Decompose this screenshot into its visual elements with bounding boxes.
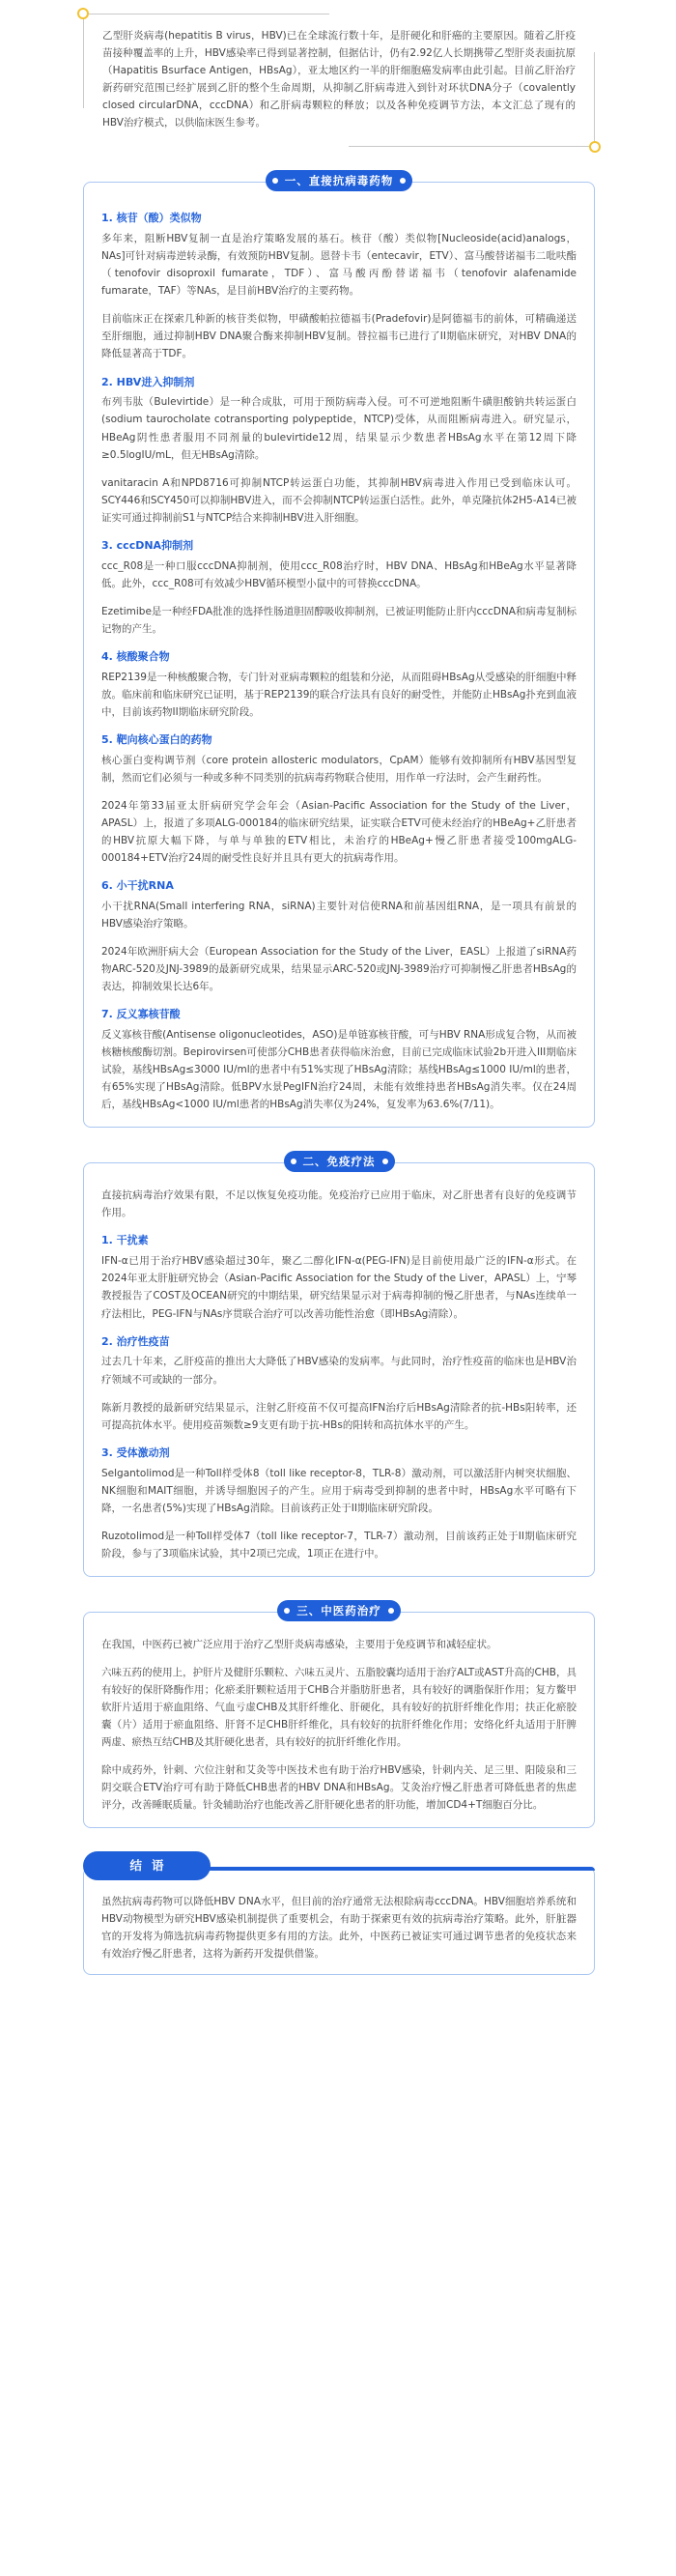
paragraph: 2024年第33届亚太肝病研究学会年会（Asian-Pacific Association for the Study of the Liver，APASL）上，报道了多项ALG-000184的临床研究结果，证实联合ETV可使未经治疗的HBeAg+乙肝患者的HBV抗原大幅下降，与单与单独的ETV相比，未治疗的HBeAg+慢乙肝患者接受100mgALG-000184+ETV治疗24周的耐受性良好并且具有更大的抗病毒作用。 [101, 799, 577, 865]
conclusion-title: 结语 [83, 1851, 211, 1880]
section-header [83, 1151, 595, 1172]
intro-frame [83, 14, 595, 147]
paragraph: 布列韦肽（Bulevirtide）是一种合成肽，可用于预防病毒入侵。可不可逆地阻断牛磺胆酸钠共转运蛋白(sodium taurocholate cotransporting polypeptide，NTCP)受体，从而阻断病毒进入。研究显示，HBeAg阴性患者服用不同剂量的bulevirtide12周，结果显示少数患者HBsAg水平在第12周下降≥0.5logIU/mL，但无HBsAg清除。 [101, 396, 577, 461]
paragraph: IFN-α已用于治疗HBV感染超过30年，聚乙二醇化IFN-α(PEG-IFN)是目前使用最广泛的IFN-α形式。在2024年亚太肝脏研究协会（Asian-Pacific Association for the Study of the Liver，APASL）上，宁琴教授报告了COST及OCEAN研究的中期结果，研究结果显示对于病毒抑制的慢乙肝患者，与NAs连续单一疗法相比，PEG-IFN与NAs序贯联合治疗可以改善功能性治愈（即HBsAg清除）。 [101, 1255, 577, 1320]
paragraph: 除中成药外，针刺、穴位注射和艾灸等中医技术也有助于治疗HBV感染，针刺内关、足三里、阳陵泉和三阴交联合ETV治疗可有助于降低CHB患者的HBV DNA和HBsAg。艾灸治疗慢乙肝患者可降低患者的焦虑评分，改善睡眠质量。针灸辅助治疗也能改善乙肝肝硬化患者的肝功能，增加CD4+T细胞百分比。 [101, 1764, 577, 1812]
sections-container [0, 174, 676, 1828]
paragraph: 反义寡核苷酸(Antisense oligonucleotides，ASO)是单链寡核苷酸，可与HBV RNA形成复合物，从而被核糖核酸酶切割。Bepirovirsen可使部分CHB患者获得临床治愈，目前已完成临床试验2b开进入III期临床试验，基线HBsAg≤3000 IU/ml的患者中有51%实现了HBsAg清除；基线HBsAg≤1000 IU/ml的患者，有65%实现了HBsAg清除。低BPV水景PegIFN治疗24周，未能有效维持患者HBsAg消失率。仅在24周后，基线HBsAg<1000 IU/ml患者的HBsAg消失率仅为24%，复发率为63.6%(7/11)。 [101, 1029, 577, 1111]
paragraph: 2024年欧洲肝病大会（European Association for the Study of the Liver，EASL）上报道了siRNA药物ARC-520及JNJ-3989的最新研究成果，结果显示ARC-520或JNJ-3989治疗可抑制慢乙肝患者HBsAg的表达，抑制效果长达6年。 [101, 946, 577, 993]
intro-paragraph: 乙型肝炎病毒(hepatitis B virus，HBV)已在全球流行数十年，是肝硬化和肝癌的主要原因。随着乙肝疫苗接种覆盖率的上升，HBV感染率已得到显著控制，但据估计，仍有2.92亿人长期携带乙型肝炎表面抗原（Hapatitis Bsurface Antigen，HBsAg），亚太地区约一半的肝细胞癌发病率由此引起。目前乙肝治疗新药研究范围已经扩展到乙肝的整个生命周期，从抑制乙肝病毒进入到针对环状DNA分子（covalently closed circularDNA，cccDNA）和乙肝病毒颗粒的释放；以及各种免疫调节方法，本文汇总了现有的HBV治疗模式，以供临床医生参考。 [102, 30, 576, 129]
paragraph: 直接抗病毒治疗效果有限，不足以恢复免疫功能。免疫治疗已应用于临床，对乙肝患者有良好的免疫调节作用。 [101, 1189, 577, 1219]
paragraph: 过去几十年来，乙肝疫苗的推出大大降低了HBV感染的发病率。与此同时，治疗性疫苗的临床也是HBV治疗领域不可或缺的一部分。 [101, 1356, 577, 1386]
subsection-heading: 2. 治疗性疫苗 [101, 1334, 170, 1348]
conclusion-section [83, 1858, 595, 1975]
conclusion-paragraph: 虽然抗病毒药物可以降低HBV DNA水平，但目前的治疗通常无法根除病毒cccDNA。HBV细胞培养系统和HBV动物模型为研究HBV感染机制提供了重要机会，有助于探索更有效的抗病毒治疗策略。此外，肝脏器官的开发将为筛选抗病毒药物提供更多有用的方法。此外，中医药已被证实可通过调节患者的免疫状态来有效治疗慢乙肝患者，这将为新药开发提供借鉴。 [101, 1896, 577, 1961]
paragraph: ccc_R08是一种口服cccDNA抑制剂，使用ccc_R08治疗时，HBV DNA、HBsAg和HBeAg水平显著降低。此外，ccc_R08可有效减少HBV循环模型小鼠中的可替换cccDNA。 [101, 559, 577, 589]
section-header [83, 1600, 595, 1621]
subsection-heading: 7. 反义寡核苷酸 [101, 1008, 181, 1021]
subsection-heading: 5. 靶向核心蛋白的药物 [101, 732, 212, 746]
subsection-heading: 1. 干扰素 [101, 1234, 149, 1247]
paragraph: REP2139是一种核酸聚合物，专门针对亚病毒颗粒的组装和分泌，从而阻碍HBsAg从受感染的肝细胞中释放。临床前和临床研究已证明，基于REP2139的联合疗法具有良好的耐受性，并能防止HBsAg扑充到血液中，目前该药物II期临床研究阶段。 [101, 671, 577, 718]
section-title: 一、直接抗病毒药物 [266, 170, 413, 191]
corner-dot-icon [77, 8, 89, 19]
paragraph: 核心蛋白变构调节剂（core protein allosteric modulators，CpAM）能够有效抑制所有HBV基因型复制，然而它们必须与一种或多种不同类别的抗病毒药物联合使用，用作单一疗法时，会产生耐药性。 [101, 754, 577, 784]
section-box [83, 1612, 595, 1828]
section-box [83, 182, 595, 1128]
conclusion-box [83, 1867, 595, 1975]
paragraph: 目前临床正在探索几种新的核苷类似物，甲磺酸帕拉德福韦(Pradefovir)是阿德福韦的前体，可精确递送至肝细胞，通过抑制HBV DNA聚合酶来抑制HBV复制。替拉福韦已进行了II期临床研究，对HBV DNA的降低显著高于TDF。 [101, 313, 577, 360]
paragraph: Ezetimibe是一种经FDA批准的选择性肠道胆固醇吸收抑制剂，已被证明能防止肝内cccDNA和病毒复制标记物的产生。 [101, 605, 577, 635]
corner-dot-icon [589, 141, 601, 153]
paragraph: 六味五药的使用上，护肝片及健肝乐颗粒、六味五灵片、五脂胶囊均适用于治疗ALT或AST升高的CHB，具有较好的保肝降酶作用；化瘀柔肝颗粒适用于CHB合并脂肪肝患者，具有较好的调脂保肝作用；复方鳖甲软肝片适用于瘀血阻络、气血亏虚CHB及其肝纤维化、肝硬化，具有较好的抗肝纤维化作用；扶正化瘀胶囊（片）适用于瘀血阻络、肝肾不足CHB肝纤维化，具有较好的抗肝纤维化作用；安络化纤丸适用于肝脾两虚、瘀热互结CHB及其肝硬化患者，具有较好的抗肝纤维化作用。 [101, 1666, 577, 1749]
paragraph: 在我国，中医药已被广泛应用于治疗乙型肝炎病毒感染，主要用于免疫调节和减轻症状。 [101, 1638, 497, 1650]
subsection-heading: 3. 受体激动剂 [101, 1445, 170, 1459]
paragraph: vanitaracin A和NPD8716可抑制NTCP转运蛋白功能，其抑制HBV病毒进入作用已受到临床认可。SCY446和SCY450可以抑制HBV进入，而不会抑制NTCP转运蛋白活性。此外，单克隆抗体2H5-A14已被证实可通过抑制前S1与NTCP结合来抑制HBV进入肝细胞。 [101, 476, 577, 524]
subsection-heading: 6. 小干扰RNA [101, 879, 174, 893]
section-title: 三、中医药治疗 [277, 1600, 401, 1621]
subsection-heading: 2. HBV进入抑制剂 [101, 375, 195, 388]
paragraph: Selgantolimod是一种Toll样受体8（toll like receptor-8，TLR-8）激动剂，可以激活肝内树突状细胞、NK细胞和MAIT细胞，并诱导细胞因子的产生。应用于病毒受到抑制的患者中时，HBsAg水平可略有下降，一名患者(5%)实现了HBsAg消除。目前该药正处于II期临床研究阶段。 [101, 1467, 577, 1514]
paragraph: 多年来，阻断HBV复制一直是治疗策略发展的基石。核苷（酸）类似物[Nucleoside(acid)analogs，NAs]可针对病毒逆转录酶，有效预防HBV复制。恩替卡韦（entecavir，ETV）、富马酸替诺福韦二吡呋酯（tenofovir disoproxil fumarate，TDF）、富马酸丙酚替诺福韦（tenofovir alafenamide fumarate，TAF）等NAs，是目前HBV治疗的主要药物。 [101, 233, 577, 298]
paragraph: 陈新月教授的最新研究结果显示，注射乙肝疫苗不仅可提高IFN治疗后HBsAg清除者的抗-HBs阳转率，还可提高抗体水平。使用疫苗频数≥9支更有助于抗-HBs的阳转和高抗体水平的产生。 [101, 1401, 577, 1431]
section-2 [83, 1155, 595, 1576]
section-box [83, 1162, 595, 1576]
subsection-heading: 1. 核苷（酸）类似物 [101, 212, 202, 225]
section-3 [83, 1603, 595, 1828]
subsection-heading: 3. cccDNA抑制剂 [101, 538, 194, 552]
subsection-heading: 4. 核酸聚合物 [101, 649, 170, 663]
paragraph: 小干扰RNA(Small interfering RNA，siRNA)主要针对信使RNA和前基因组RNA，是一项具有前景的HBV感染治疗策略。 [101, 900, 577, 930]
section-1 [83, 174, 595, 1128]
paragraph: Ruzotolimod是一种Toll样受体7（toll like receptor-7，TLR-7）激动剂，目前该药正处于II期临床研究阶段，参与了3项临床试验，其中2项已完成，1项正在进行中。 [101, 1530, 577, 1560]
section-title: 二、免疫疗法 [284, 1151, 395, 1172]
section-header [83, 170, 595, 191]
